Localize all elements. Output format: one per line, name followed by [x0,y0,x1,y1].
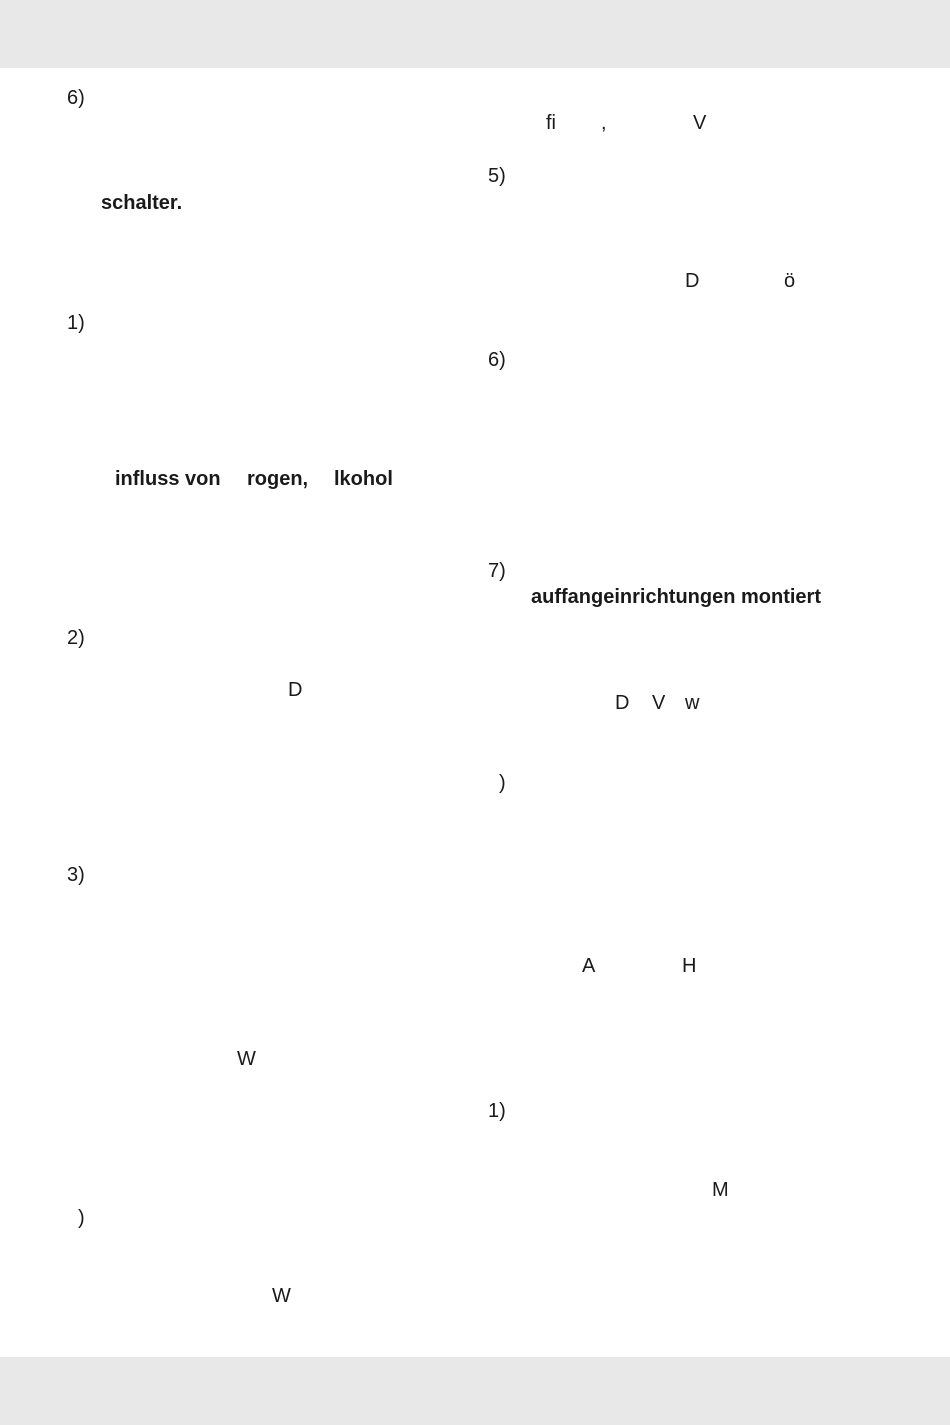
right-text-fragment: ) [499,772,506,794]
right-item-number: 7) [488,560,506,582]
left-text-fragment: D [288,679,303,701]
left-bold-text: rogen, [247,468,309,490]
right-text-fragment: fi [546,112,556,134]
right-text-fragment: M [712,1179,729,1201]
right-bold-text: auffangeinrichtungen montiert [531,586,821,608]
left-text-fragment: W [272,1285,291,1307]
right-text-fragment: D [685,270,700,292]
left-item-number: 3) [67,864,85,886]
right-text-fragment: D [615,692,630,714]
right-text-fragment: w [685,692,700,714]
right-item-number: 5) [488,165,506,187]
left-bold-text: influss von [115,468,221,490]
left-text-fragment: W [237,1048,256,1070]
left-item-number: 6) [67,87,85,109]
right-text-fragment: V [693,112,707,134]
right-item-number: 1) [488,1100,506,1122]
right-text-fragment: ö [784,270,796,292]
header-band [0,0,950,68]
right-text-fragment: H [682,955,697,977]
left-item-number: 1) [67,312,85,334]
right-item-number: 6) [488,349,506,371]
right-text-fragment: V [652,692,666,714]
left-text-fragment: ) [78,1207,85,1229]
right-text-fragment: , [601,112,607,134]
footer-band [0,1357,950,1425]
left-bold-text: lkohol [334,468,393,490]
left-bold-text: schalter. [101,192,183,214]
right-text-fragment: A [582,955,596,977]
left-item-number: 2) [67,627,85,649]
